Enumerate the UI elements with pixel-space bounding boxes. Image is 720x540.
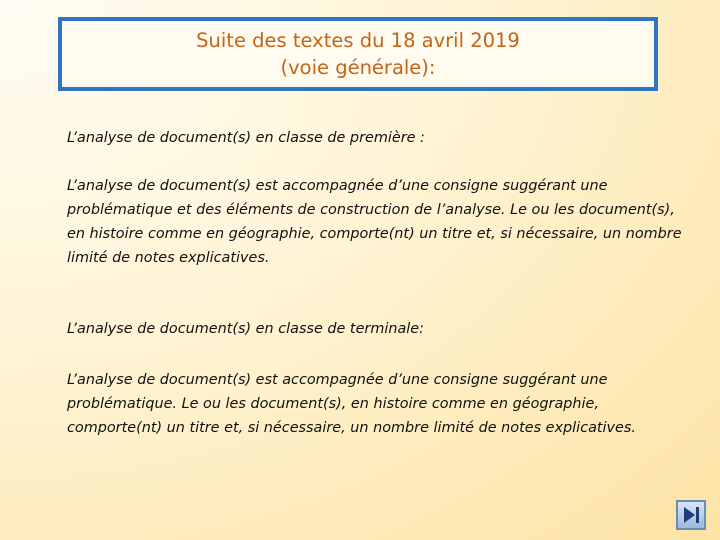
section-terminale-heading: L’analyse de document(s) en classe de terminale: bbox=[67, 321, 425, 337]
spacer bbox=[67, 150, 697, 174]
last-slide-button[interactable] bbox=[676, 500, 706, 530]
last-slide-icon bbox=[681, 505, 701, 525]
page-title-line-2: (voie générale): bbox=[280, 56, 436, 79]
section-premiere-body: L’analyse de document(s) est accompagnée d’une consigne suggérant une problématique et des éléments de construction de l’analyse. Le ou les document(s), en histoire comme en géographie, comporte(nt) un titre et, si nécessaire, un nombre limité de notes explicatives. bbox=[67, 178, 682, 266]
section-terminale-body: L’analyse de document(s) est accompagnée d’une consigne suggérant une problématique. Le ou les document(s), en histoire comme en géographie, comporte(nt) un titre et, si nécessaire, un nombre limité de notes explicatives. bbox=[67, 372, 636, 436]
title-box bbox=[58, 17, 658, 91]
section-premiere-heading: L’analyse de document(s) en classe de première : bbox=[67, 130, 425, 146]
section-premiere bbox=[67, 126, 697, 270]
page-title-line-1: Suite des textes du 18 avril 2019 bbox=[196, 29, 520, 52]
